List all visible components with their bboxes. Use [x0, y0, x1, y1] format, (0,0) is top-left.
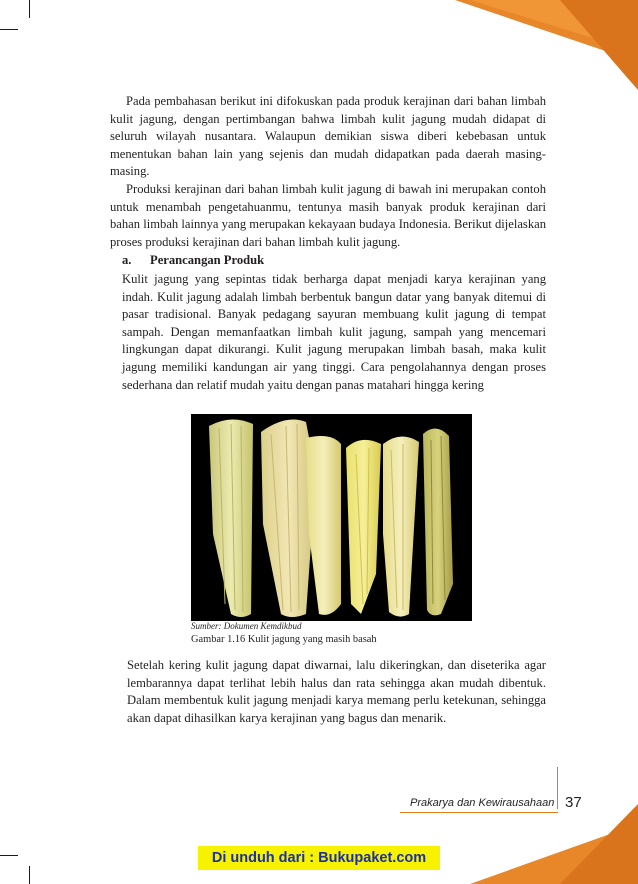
- figure-caption: Gambar 1.16 Kulit jagung yang masih basah: [191, 634, 377, 645]
- section-title: Perancangan Produk: [150, 253, 265, 267]
- intro-paragraph: Produksi kerajinan dari bahan limbah kulit jagung di bawah ini merupakan contoh untuk menambah pengetahuanmu, tentunya masih banyak produk kerajinan dari bahan limbah lainnya yang merupakan kekayaan budaya Indonesia. Berikut dijelaskan proses produksi kerajinan dari bahan limbah kulit jagung.: [110, 181, 546, 249]
- section-heading: [122, 253, 264, 268]
- closing-text: [127, 657, 546, 727]
- section-number: a.: [122, 253, 132, 267]
- download-banner[interactable]: Di unduh dari : Bukupaket.com: [198, 846, 440, 870]
- closing-paragraph: Setelah kering kulit jagung dapat diwarnai, lalu dikeringkan, dan diseterika agar lembarannya dapat terlihat lebih halus dan rata sehingga akan mudah dibentuk. Dalam membentuk kulit jagung menjadi karya memang perlu ketekunan, sehingga akan dapat dihasilkan karya kerajinan yang bagus dan menarik.: [127, 658, 546, 725]
- intro-text: [110, 93, 546, 251]
- intro-paragraph: Pada pembahasan berikut ini difokuskan pada produk kerajinan dari bahan limbah kulit jagung, dengan pertimbangan bahwa limbah kulit jagung mudah didapat di seluruh wilayah nusantara. Walaupun demikian siswa diberi kebebasan untuk menentukan bahan lain yang sejenis dan mudah didapatkan pada daerah masing-masing.: [110, 94, 546, 179]
- top-corner-decoration: [0, 0, 638, 90]
- figure-source: Sumber: Dokumen Kemdikbud: [191, 621, 302, 631]
- bottom-corner-decoration: [0, 804, 638, 884]
- footer-book-title: Prakarya dan Kewirausahaan: [410, 797, 555, 809]
- corn-husk-photo: [191, 414, 472, 621]
- footer-rule: [400, 812, 558, 813]
- section-paragraph: Kulit jagung yang sepintas tidak berharga dapat menjadi karya kerajinan yang indah. Kulit jagung adalah limbah berbentuk bangun datar yang banyak ditemui di pasar tradisional. Banyak pedagang sayuran membuang kulit jagung di tempat sampah. Dengan memanfaatkan limbah kulit jagung, sampah yang mencemari lingkungan dapat dikurangi. Kulit jagung merupakan limbah basah, maka kulit jagung memiliki kandungan air yang tinggi. Cara pengolahannya dengan proses sederhana dan relatif mudah yaitu dengan panas matahari hingga kering: [122, 272, 546, 392]
- page-number: 37: [565, 794, 582, 811]
- section-body: [122, 271, 546, 394]
- footer-divider: [557, 767, 558, 809]
